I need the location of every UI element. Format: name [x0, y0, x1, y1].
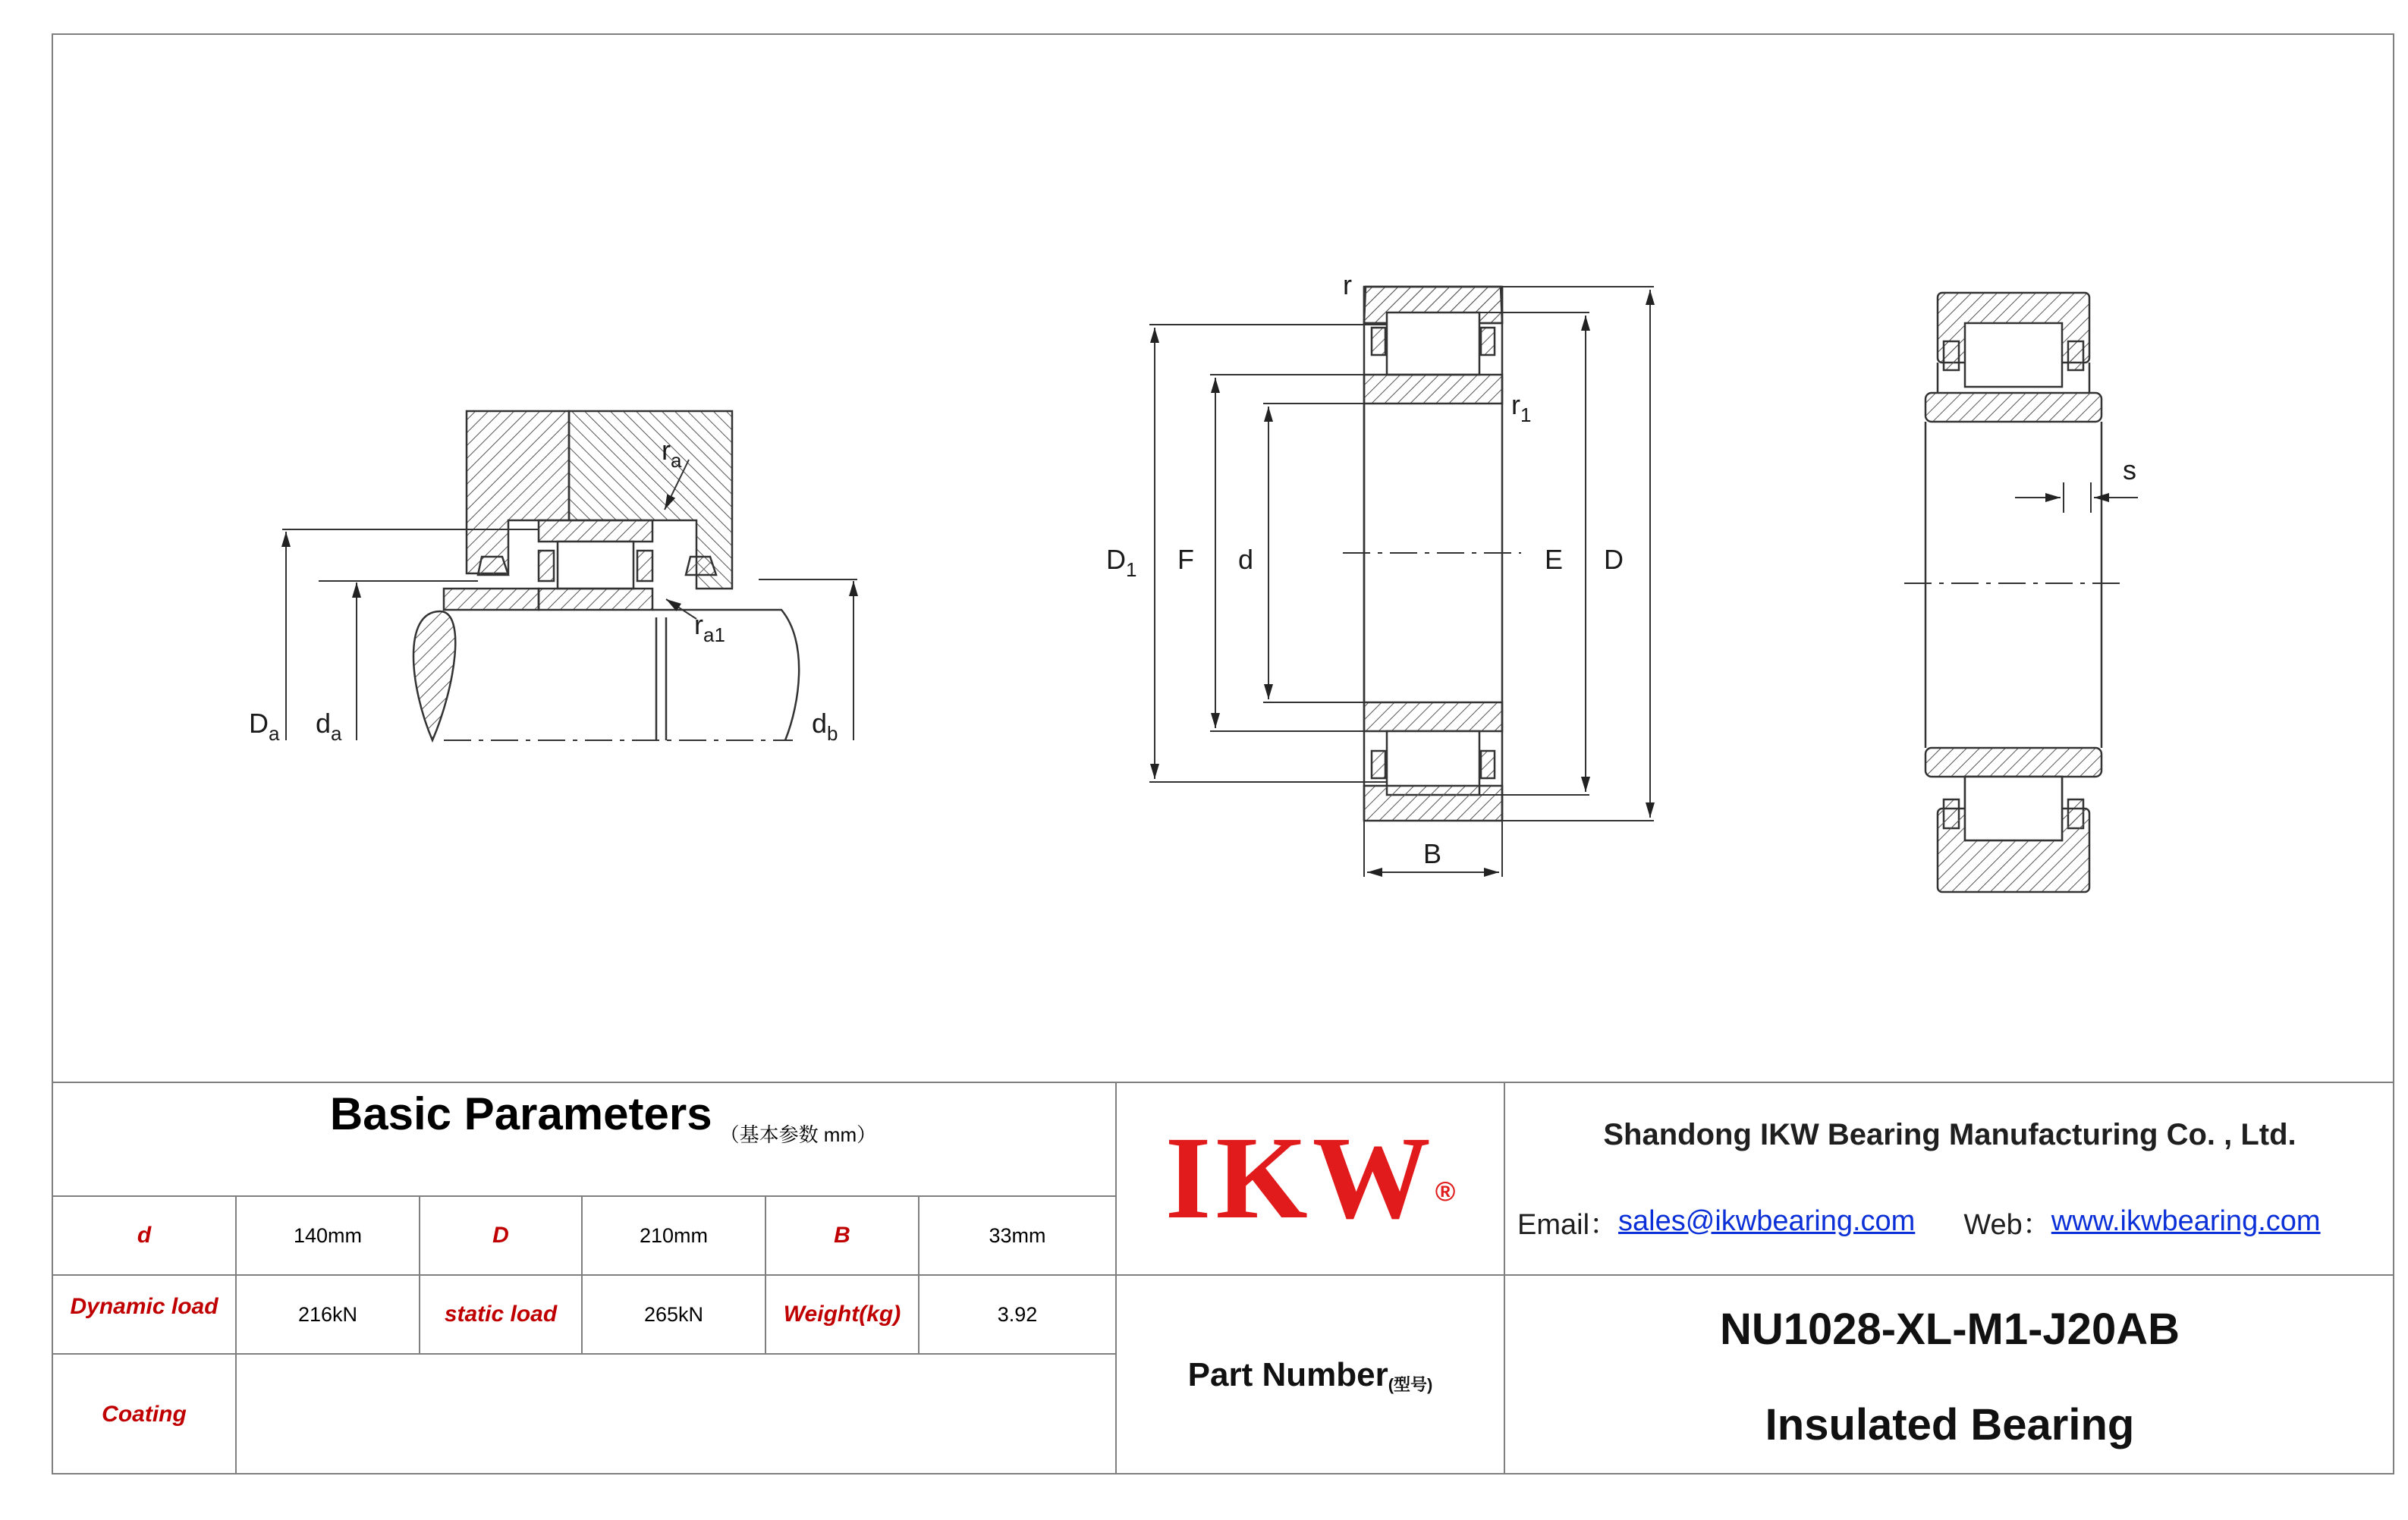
registered-mark: ® [1435, 1176, 1456, 1207]
bearing-type: Insulated Bearing [1765, 1399, 2135, 1449]
param-label: B [834, 1223, 850, 1248]
param-label: Weight(kg) [783, 1302, 901, 1327]
label-da: $d_a$ [316, 708, 342, 745]
coating-value [237, 1355, 1115, 1474]
roller-top [1387, 312, 1479, 375]
param-value: 3.92 [997, 1302, 1038, 1326]
params-header [53, 1082, 1115, 1195]
email-label: Email： [1517, 1208, 1619, 1241]
label-F: F [1177, 544, 1194, 575]
mounting-view [282, 411, 857, 740]
param-value: 216kN [297, 1302, 358, 1326]
part-number-title: Part Number [1187, 1356, 1388, 1393]
label-d: d [1238, 544, 1254, 575]
insulated-bearing-view [1904, 293, 2138, 892]
inner-ring-section [539, 589, 652, 610]
housing-section [467, 411, 569, 573]
param-label: D [492, 1223, 509, 1248]
param-value: 265kN [643, 1302, 704, 1326]
label-Da: $D_a$ [249, 708, 280, 745]
email-link[interactable]: sales@ikwbearing.com [1618, 1204, 1916, 1237]
company-contact [1505, 1183, 2394, 1259]
label-ra1: $r_{a1}$ [694, 609, 725, 646]
part-number-value: NU1028-XL-M1-J20AB [1720, 1304, 2180, 1354]
drawing-sheet [52, 33, 2394, 1474]
label-s: s [2123, 454, 2136, 485]
title-block [53, 1082, 2394, 1474]
roller-top-right [1965, 323, 2062, 387]
brand-logo [1117, 1082, 1504, 1274]
technical-drawing [53, 35, 2394, 1082]
web-link[interactable]: www.ikwbearing.com [2051, 1204, 2321, 1237]
part-number-cn: (型号) [1388, 1374, 1433, 1394]
params-title: Basic Parameters [329, 1088, 712, 1139]
param-label: Dynamic load [70, 1294, 218, 1319]
part-number-label [1117, 1276, 1504, 1474]
bearing-section-view [1149, 287, 1654, 877]
web-label: Web： [1963, 1208, 2051, 1241]
label-ra: $r_a$ [662, 435, 682, 472]
label-E: E [1545, 544, 1564, 575]
param-label: d [137, 1223, 152, 1248]
param-value: 140mm [293, 1223, 363, 1247]
company-name: Shandong IKW Bearing Manufacturing Co. , Ltd. [1603, 1117, 2296, 1151]
label-D: D [1604, 544, 1624, 575]
param-label: static load [444, 1302, 558, 1327]
param-value: 210mm [639, 1223, 709, 1247]
outer-ring-section [539, 520, 652, 542]
param-value: 33mm [989, 1223, 1046, 1247]
roller-section [558, 542, 633, 589]
label-db: $d_b$ [812, 708, 838, 745]
logo-text: IKW [1165, 1112, 1435, 1243]
coating-label: Coating [102, 1402, 187, 1427]
params-title-note: （基本参数 mm） [719, 1123, 877, 1146]
shaft-section [413, 611, 455, 740]
label-B: B [1423, 838, 1442, 869]
label-r: r [1343, 269, 1352, 300]
label-r1: $r_1$ [1511, 389, 1532, 426]
label-D1: $D_1$ [1106, 544, 1137, 581]
